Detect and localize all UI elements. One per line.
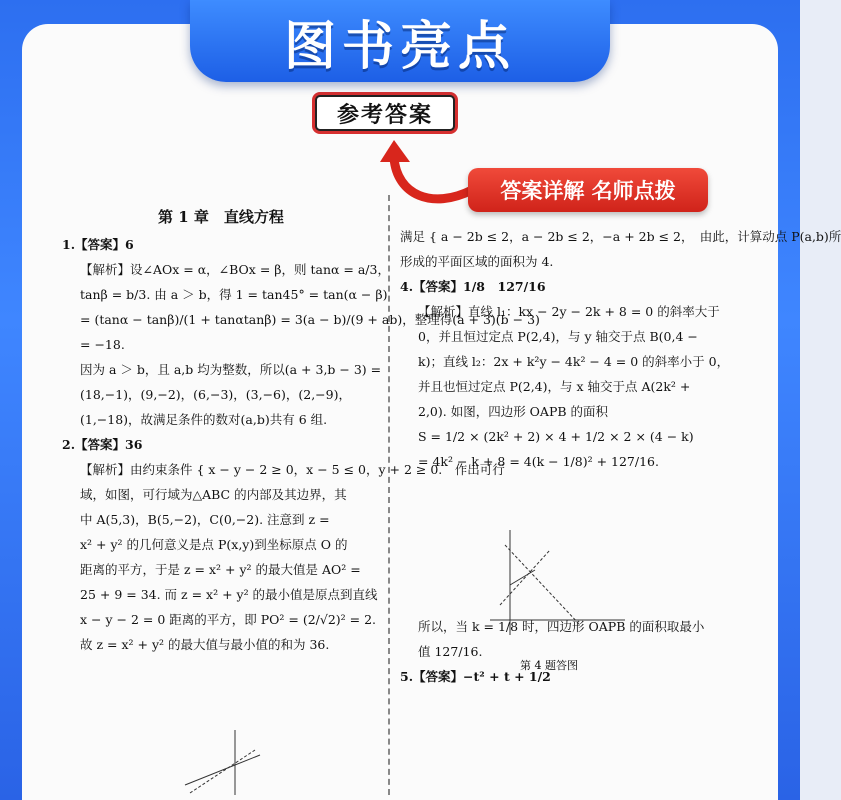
callout-badge bbox=[468, 168, 708, 212]
text-line: 25 + 9 = 34. 而 z = x² + y² 的最小值是原点到直线 bbox=[80, 587, 378, 602]
text-line: 因为 a ＞ b，且 a,b 均为整数，所以(a + 3,b − 3) = bbox=[80, 362, 382, 377]
text-line: 2.【答案】36 bbox=[62, 437, 143, 452]
text-line: 满足 { a − 2b ≤ 2，a − 2b ≤ 2，−a + 2b ≤ 2， 由此，计算动点 P(a,b)所 bbox=[400, 229, 841, 244]
figure-caption: 第 4 题答图 bbox=[520, 659, 578, 672]
title-banner bbox=[190, 0, 610, 82]
text-line: = 4k² − k + 8 = 4(k − 1/8)² + 127/16. bbox=[418, 454, 659, 469]
callout-label: 答案详解 名师点拨 bbox=[500, 179, 676, 203]
text-line: 5.【答案】−t² + t + 1/2 bbox=[400, 669, 551, 684]
text-line: x² + y² 的几何意义是点 P(x,y)到坐标原点 O 的 bbox=[80, 537, 348, 552]
text-line: (1,−18)，故满足条件的数对(a,b)共有 6 组. bbox=[80, 412, 328, 427]
text-line: 形成的平面区域的面积为 4. bbox=[400, 254, 554, 269]
banner-title: 图书亮点 bbox=[283, 16, 516, 77]
problem-4-figure bbox=[480, 525, 630, 640]
text-line: 1.【答案】6 bbox=[62, 237, 134, 252]
text-line: 4.【答案】1/8 127/16 bbox=[400, 279, 546, 294]
text-line: k)；直线 l₂：2x + k²y − 4k² − 4 = 0 的斜率小于 0， bbox=[418, 354, 730, 369]
text-line: 值 127/16. bbox=[418, 644, 483, 659]
text-line: 中 A(5,3)，B(5,−2)，C(0,−2). 注意到 z = bbox=[80, 512, 330, 527]
text-line: 【解析】直线 l₁：kx − 2y − 2k + 8 = 0 的斜率大于 bbox=[418, 304, 720, 319]
text-line: tanβ = b/3. 由 a ＞ b，得 1 = tan45° = tan(α − β) bbox=[80, 287, 388, 302]
text-line: 域，如图，可行域为△ABC 的内部及其边界，其 bbox=[80, 487, 347, 502]
text-line: S = 1/2 × (2k² + 2) × 4 + 1/2 × 2 × (4 − k) bbox=[418, 429, 694, 444]
text-line: 并且也恒过定点 P(2,4)，与 x 轴交于点 A(2k² + bbox=[418, 379, 691, 394]
answer-heading-box bbox=[315, 95, 455, 131]
problem-2-figure bbox=[175, 725, 285, 795]
text-line: = −18. bbox=[80, 337, 125, 352]
text-line: 所以，当 k = 1/8 时，四边形 OAPB 的面积取最小 bbox=[418, 619, 705, 634]
column-divider bbox=[388, 195, 390, 795]
text-line: 【解析】设∠AOx = α，∠BOx = β，则 tanα = a/3， bbox=[80, 262, 390, 277]
answer-heading: 参考答案 bbox=[336, 101, 433, 128]
text-line: 2,0). 如图，四边形 OAPB 的面积 bbox=[418, 404, 609, 419]
text-line: 距离的平方，于是 z = x² + y² 的最大值是 AO² = bbox=[80, 562, 361, 577]
text-line: 故 z = x² + y² 的最大值与最小值的和为 36. bbox=[80, 637, 330, 652]
text-line: = (tanα − tanβ)/(1 + tanαtanβ) = 3(a − b)/(9 + ab)，整理得(a + 3)(b − 3) bbox=[80, 312, 540, 327]
curved-arrow-icon bbox=[372, 140, 482, 220]
text-line: x − y − 2 = 0 距离的平方，即 PO² = (2/√2)² = 2. bbox=[80, 612, 377, 627]
chapter-title: 第 1 章 直线方程 bbox=[158, 208, 284, 226]
text-line: 【解析】由约束条件 { x − y − 2 ≥ 0，x − 5 ≤ 0，y + 2 ≥ 0. 作出可行 bbox=[80, 462, 505, 477]
text-line: 0，并且恒过定点 P(2,4)，与 y 轴交于点 B(0,4 − bbox=[418, 329, 698, 344]
text-line: (18,−1)，(9,−2)，(6,−3)，(3,−6)，(2,−9)， bbox=[80, 387, 351, 402]
